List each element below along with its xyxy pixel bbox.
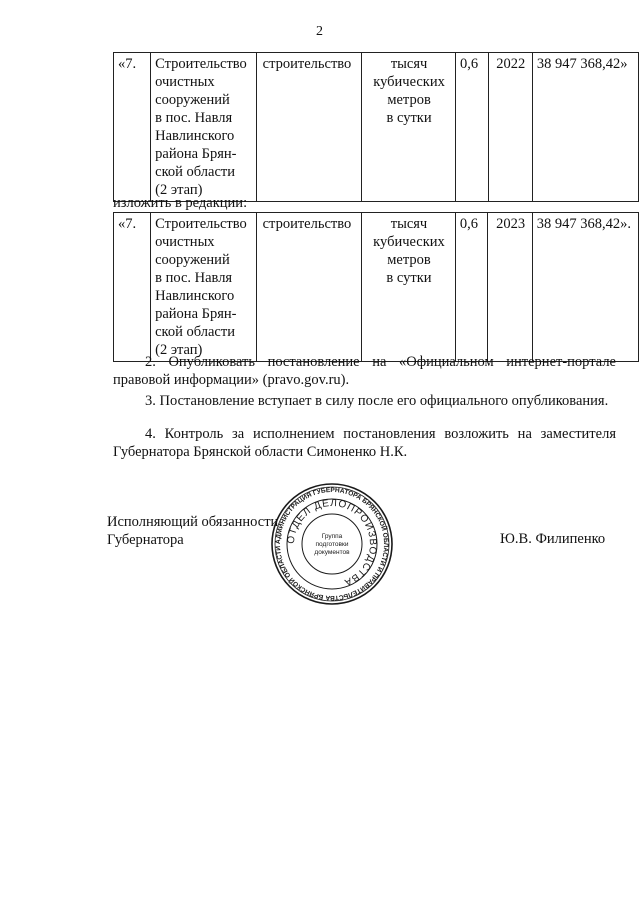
table-new-version (113, 212, 639, 362)
table-old-version (113, 52, 639, 202)
cell-object-name (151, 53, 257, 202)
cell-unit (362, 213, 456, 362)
paragraph-effective: 3. Постановление вступает в силу после его официального опубликования. (145, 393, 609, 409)
unit-line: метров (387, 252, 431, 268)
seal-center-line: Группа (321, 533, 343, 540)
name-line: Строительство (155, 56, 247, 72)
name-line: ской области (155, 324, 235, 340)
seal-ring-text: ОТДЕЛ ДЕЛОПРОИЗВОДСТВА (285, 497, 379, 588)
table-row (114, 53, 639, 202)
cell-capacity: 0,6 (455, 213, 487, 362)
cell-year: 2023 (488, 213, 532, 362)
cell-year: 2022 (488, 53, 532, 202)
cell-number: «7. (114, 213, 151, 362)
page-number: 2 (316, 24, 323, 39)
name-line: Навлинского (155, 128, 235, 144)
paragraph-control: 4. Контроль за исполнением постановления возложить на заместителя Губернатора Брянской области Симоненко Н.К. (113, 426, 616, 460)
cell-cost: 38 947 368,42». (532, 213, 638, 362)
signatory-name: Ю.В. Филипенко (500, 531, 606, 547)
name-line: Строительство (155, 216, 247, 232)
name-line: очистных (155, 74, 215, 90)
transition-text: изложить в редакции: (113, 195, 248, 211)
cell-work-type: строительство (256, 53, 361, 202)
signatory-position (107, 513, 278, 549)
cell-number: «7. (114, 53, 151, 202)
name-line: района Брян- (155, 306, 237, 322)
name-line: района Брян- (155, 146, 237, 162)
unit-line: тысяч (390, 216, 428, 232)
cell-work-type: строительство (256, 213, 361, 362)
unit-line: метров (387, 92, 431, 108)
name-line: ской области (155, 164, 235, 180)
seal-center-line: подготовки (315, 541, 349, 548)
name-line: (2 этап) (155, 182, 203, 198)
unit-line: в сутки (386, 110, 432, 126)
cell-object-name (151, 213, 257, 362)
paragraph-publish: 2. Опубликовать постановление на «Официальном интернет-портале правовой информации» (pravo.gov.ru). (113, 354, 616, 388)
unit-line: кубических (373, 234, 445, 250)
cell-capacity: 0,6 (456, 53, 489, 202)
seal-outer-text: АДМИНИСТРАЦИЯ ГУБЕРНАТОРА БРЯНСКОЙ ОБЛАСТИ И ПРАВИТЕЛЬСТВА БРЯНСКОЙ ОБЛАСТИ (274, 486, 390, 602)
official-seal (270, 482, 394, 606)
unit-line: тысяч (390, 56, 428, 72)
position-line-2: Губернатора (107, 532, 184, 548)
seal-graphics (272, 484, 392, 604)
unit-line: в сутки (386, 270, 432, 286)
cell-unit (362, 53, 456, 202)
name-line: очистных (155, 234, 215, 250)
unit-line: кубических (373, 74, 445, 90)
name-line: в пос. Навля (155, 110, 233, 126)
name-line: Навлинского (155, 288, 235, 304)
name-line: сооружений (155, 92, 230, 108)
name-line: (2 этап) (155, 342, 203, 358)
seal-center-line: документов (314, 549, 350, 556)
name-line: в пос. Навля (155, 270, 233, 286)
position-line-1: Исполняющий обязанности (107, 514, 279, 530)
name-line: сооружений (155, 252, 230, 268)
table-row (114, 213, 639, 362)
cell-cost: 38 947 368,42» (532, 53, 638, 202)
